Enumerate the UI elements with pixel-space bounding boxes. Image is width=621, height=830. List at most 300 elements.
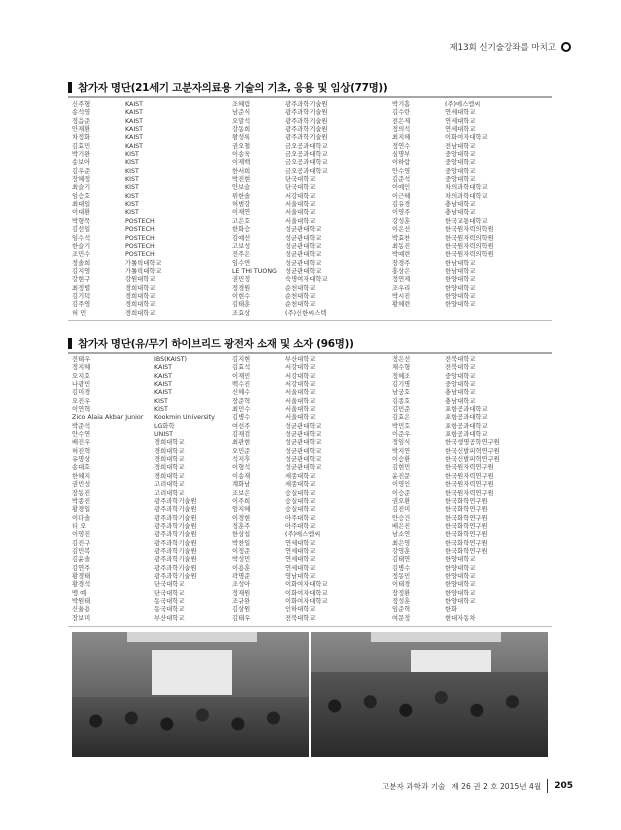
participant-name: 남소연 bbox=[392, 531, 411, 539]
participant-affiliation: (주)에스엠씨 bbox=[285, 531, 321, 539]
participant-name: 김효민 bbox=[72, 142, 91, 150]
participant-affiliation: 순천대학교 bbox=[285, 284, 316, 292]
participant-affiliation: 한양대학교 bbox=[445, 292, 476, 300]
participant-affiliation: 한국신발피혁연구원 bbox=[445, 447, 500, 455]
participant-name: 신주형 bbox=[72, 101, 91, 108]
participant-affiliation: 포항공과대학교 bbox=[445, 414, 488, 422]
participant-name: 김병수 bbox=[232, 414, 251, 422]
participant-row bbox=[232, 448, 392, 456]
participant-affiliation: 숭실대학교 bbox=[285, 497, 316, 505]
participant-affiliation: 세종대학교 bbox=[285, 481, 316, 489]
participant-row bbox=[392, 243, 552, 251]
participant-row bbox=[392, 565, 552, 573]
participant-row bbox=[72, 218, 232, 226]
participant-row bbox=[232, 159, 392, 167]
participant-name: Zico Alaia Akbar Junior bbox=[72, 414, 144, 422]
participant-name: 김민준 bbox=[392, 406, 411, 414]
participant-name: 티 오 bbox=[72, 522, 87, 530]
participant-name: 김병수 bbox=[392, 564, 411, 572]
participant-affiliation: KAIST bbox=[125, 134, 144, 142]
participant-row bbox=[72, 456, 232, 464]
participant-name: 정재원 bbox=[232, 589, 251, 597]
participant-row bbox=[232, 515, 392, 523]
participant-affiliation: 서울대학교 bbox=[285, 406, 316, 414]
participant-row bbox=[72, 226, 232, 234]
participant-name: 정성훈 bbox=[392, 597, 411, 605]
participant-affiliation: 한국화학연구원 bbox=[445, 522, 488, 530]
participant-affiliation: 한남대학교 bbox=[445, 267, 476, 275]
participant-name: 백수진 bbox=[232, 381, 251, 389]
participant-row bbox=[72, 506, 232, 514]
participant-name: 김기명 bbox=[392, 381, 411, 389]
participant-name: 안수연 bbox=[72, 431, 91, 439]
participant-row bbox=[232, 184, 392, 192]
section-2-top-rule bbox=[68, 352, 552, 354]
participant-affiliation: 중앙대학교 bbox=[445, 381, 476, 389]
participant-affiliation: 충남대학교 bbox=[445, 389, 476, 397]
participant-row bbox=[392, 414, 552, 422]
participant-row bbox=[392, 364, 552, 372]
participant-affiliation: 이화여자대학교 bbox=[285, 589, 328, 597]
participant-row bbox=[232, 226, 392, 234]
participant-row bbox=[232, 301, 392, 309]
participant-name: 최정렬 bbox=[72, 284, 91, 292]
participant-name: 송석영 bbox=[72, 109, 91, 117]
participant-name: 이형석 bbox=[232, 464, 251, 472]
participant-name: 이송재 bbox=[232, 472, 251, 480]
participant-name: 김미경 bbox=[72, 389, 91, 397]
participant-row bbox=[232, 548, 392, 556]
participant-name: 이준우 bbox=[392, 431, 411, 439]
footer-divider bbox=[547, 779, 548, 793]
section-1-top-rule bbox=[68, 96, 552, 98]
participant-affiliation: 전북대학교 bbox=[285, 614, 316, 622]
participant-affiliation: 광주과학기술원 bbox=[285, 101, 328, 108]
participant-affiliation: 중앙대학교 bbox=[445, 167, 476, 175]
participant-row bbox=[72, 439, 232, 447]
participant-name: 이하람 bbox=[392, 159, 411, 167]
participant-row bbox=[72, 431, 232, 439]
participant-name: 정훈주 bbox=[232, 522, 251, 530]
participant-affiliation: 이화여자대학교 bbox=[445, 134, 488, 142]
participant-name: 남준식 bbox=[232, 109, 251, 117]
participant-row bbox=[392, 134, 552, 142]
participant-name: 장준혁 bbox=[232, 397, 251, 405]
participant-affiliation: 광주과학기술원 bbox=[285, 109, 328, 117]
participant-row bbox=[72, 126, 232, 134]
participant-row bbox=[392, 268, 552, 276]
participant-name: 권민정 bbox=[232, 276, 251, 284]
participant-affiliation: 성균관대학교 bbox=[285, 439, 322, 447]
participant-name: 한혜지 bbox=[72, 472, 91, 480]
participant-column bbox=[232, 101, 392, 318]
participant-name: 이승준 bbox=[392, 489, 411, 497]
participant-row bbox=[72, 381, 232, 389]
participant-row bbox=[72, 356, 232, 364]
participant-affiliation: 한국교통대학교 bbox=[445, 217, 488, 225]
participant-name: 이현수 bbox=[232, 292, 251, 300]
participant-affiliation: 단국대학교 bbox=[154, 589, 185, 597]
participant-affiliation: 한국원자력연구원 bbox=[445, 489, 494, 497]
participant-name: 김우준 bbox=[72, 167, 91, 175]
participant-name: 이연혁 bbox=[72, 406, 91, 414]
participant-name: 고보성 bbox=[232, 242, 251, 250]
participant-name: 최민수 bbox=[232, 406, 251, 414]
participant-affiliation: POSTECH bbox=[125, 251, 155, 259]
participant-row bbox=[232, 423, 392, 431]
participant-affiliation: (주)에스엠씨 bbox=[445, 101, 481, 108]
participant-affiliation: 성균관대학교 bbox=[285, 251, 322, 259]
participant-affiliation: 연세대학교 bbox=[445, 117, 476, 125]
title-bar-icon bbox=[68, 338, 72, 349]
participant-name: 이영인 bbox=[392, 481, 411, 489]
participant-name: 홍상은 bbox=[392, 267, 411, 275]
participant-row bbox=[72, 398, 232, 406]
participant-name: 여문정 bbox=[392, 614, 411, 622]
participant-name: 이은선 bbox=[392, 226, 411, 234]
participant-affiliation: 서울대학교 bbox=[285, 414, 316, 422]
participant-name: 강영훈 bbox=[392, 547, 411, 555]
participant-name: 이예인 bbox=[392, 184, 411, 192]
participant-name: 임수연 bbox=[232, 259, 251, 267]
participant-name: 강동희 bbox=[232, 126, 251, 134]
participant-affiliation: 전북대학교 bbox=[445, 356, 476, 363]
participant-affiliation: 광주과학기술원 bbox=[154, 497, 197, 505]
participant-row bbox=[72, 143, 232, 151]
participant-affiliation: 부산대학교 bbox=[154, 614, 185, 622]
participant-affiliation: UNIST bbox=[154, 431, 174, 439]
participant-name: 박형묵 bbox=[72, 217, 91, 225]
participant-name: 권오환 bbox=[392, 497, 411, 505]
participant-name: 송보아 bbox=[72, 159, 91, 167]
participant-name: 조우리 bbox=[392, 284, 411, 292]
participant-name: 오진우 bbox=[72, 397, 91, 405]
participant-affiliation: 서강대학교 bbox=[285, 372, 316, 380]
participant-row bbox=[392, 523, 552, 531]
participant-affiliation: 포항공과대학교 bbox=[445, 431, 488, 439]
participant-row bbox=[392, 285, 552, 293]
participant-row bbox=[72, 556, 232, 564]
participant-affiliation: 광주과학기술원 bbox=[154, 506, 197, 514]
participant-name: 김민복 bbox=[72, 547, 91, 555]
participant-affiliation: 한국원자력연구원 bbox=[445, 464, 494, 472]
participant-affiliation: POSTECH bbox=[125, 234, 155, 242]
participant-affiliation: 충남대학교 bbox=[445, 209, 476, 217]
participant-affiliation: 고려대학교 bbox=[154, 489, 185, 497]
participant-affiliation: 단국대학교 bbox=[285, 176, 316, 184]
participant-name: 임준혁 bbox=[392, 606, 411, 614]
participant-row bbox=[392, 389, 552, 397]
participant-row bbox=[392, 498, 552, 506]
participant-row bbox=[72, 268, 232, 276]
participant-row bbox=[232, 531, 392, 539]
participant-affiliation: 한국화학연구원 bbox=[445, 547, 488, 555]
participant-row bbox=[72, 293, 232, 301]
participant-name: 장동진 bbox=[72, 489, 91, 497]
participant-name: 오지호 bbox=[72, 372, 91, 380]
participant-row bbox=[72, 251, 232, 259]
participant-affiliation: 한국생명공학연구원 bbox=[445, 439, 500, 447]
participant-name: 석지후 bbox=[232, 456, 251, 464]
participant-row bbox=[392, 423, 552, 431]
participant-name: 정솔희 bbox=[72, 259, 91, 267]
participant-row bbox=[392, 226, 552, 234]
participant-row bbox=[392, 464, 552, 472]
participant-row bbox=[72, 389, 232, 397]
participant-row bbox=[72, 118, 232, 126]
participant-affiliation: 연세대학교 bbox=[285, 547, 316, 555]
participant-affiliation: 중앙대학교 bbox=[445, 372, 476, 380]
participant-name: 조효상 bbox=[232, 309, 251, 317]
participant-affiliation: POSTECH bbox=[125, 242, 155, 250]
running-head-text: 제13회 신기술강좌를 마치고 bbox=[449, 43, 556, 53]
participant-name: 임수석 bbox=[72, 234, 91, 242]
participant-affiliation: 한국원자력의학원 bbox=[445, 251, 494, 259]
participant-affiliation: 아주대학교 bbox=[285, 522, 316, 530]
participant-affiliation: 한양대학교 bbox=[445, 597, 476, 605]
participant-name: 정연제 bbox=[392, 276, 411, 284]
participant-affiliation: 한국화학연구원 bbox=[445, 539, 488, 547]
participant-name: 전주은 bbox=[232, 251, 251, 259]
participant-name: 이정준 bbox=[232, 547, 251, 555]
participant-row bbox=[72, 590, 232, 598]
participant-affiliation: 차의과학대학교 bbox=[445, 184, 488, 192]
participant-affiliation: LG화학 bbox=[154, 422, 175, 430]
participant-row bbox=[232, 235, 392, 243]
participant-name: 황경일 bbox=[72, 506, 91, 514]
participant-affiliation: 연세대학교 bbox=[445, 126, 476, 134]
participant-name: 김상원 bbox=[232, 606, 251, 614]
participant-affiliation: 한국원자력연구원 bbox=[445, 472, 494, 480]
participant-affiliation: 성균관대학교 bbox=[285, 234, 322, 242]
participant-row bbox=[72, 310, 232, 318]
participant-row bbox=[72, 615, 232, 623]
participant-affiliation: 경희대학교 bbox=[154, 456, 185, 464]
participant-name: 오민준 bbox=[232, 447, 251, 455]
participant-name: 박준석 bbox=[72, 422, 91, 430]
event-banner bbox=[127, 632, 257, 642]
running-head bbox=[449, 41, 571, 53]
participant-name: 박진현 bbox=[232, 176, 251, 184]
participant-row bbox=[232, 193, 392, 201]
participant-affiliation: 광주과학기술원 bbox=[154, 514, 197, 522]
participant-name: 박시진 bbox=[392, 292, 411, 300]
participant-affiliation: 경희대학교 bbox=[125, 292, 156, 300]
participant-name: 계화남 bbox=[232, 481, 251, 489]
participant-affiliation: KIST bbox=[125, 209, 139, 217]
participant-name: 배진우 bbox=[72, 439, 91, 447]
participant-name: 조규완 bbox=[232, 597, 251, 605]
participant-row bbox=[72, 531, 232, 539]
participant-row bbox=[72, 573, 232, 581]
participant-row bbox=[392, 439, 552, 447]
participant-name: 권민성 bbox=[72, 481, 91, 489]
participant-name: 안재환 bbox=[72, 126, 91, 134]
participant-name: 박민호 bbox=[392, 422, 411, 430]
participant-affiliation: 성균관대학교 bbox=[285, 259, 322, 267]
participant-name: 허범강 bbox=[232, 201, 251, 209]
participant-affiliation: 광주과학기술원 bbox=[154, 539, 197, 547]
participant-name: 조혜림 bbox=[232, 101, 251, 108]
participant-name: 오말석 bbox=[232, 117, 251, 125]
participant-name: 이근혜 bbox=[392, 192, 411, 200]
participant-affiliation: KAIST bbox=[154, 389, 173, 397]
participant-row bbox=[72, 285, 232, 293]
participant-name: 황혜련 bbox=[392, 301, 411, 309]
participant-name: 박지연 bbox=[392, 447, 411, 455]
participant-row bbox=[232, 498, 392, 506]
participant-affiliation: 연세대학교 bbox=[285, 539, 316, 547]
participant-affiliation: 경희대학교 bbox=[154, 464, 185, 472]
participant-name: 박성민 bbox=[232, 556, 251, 564]
participant-affiliation: 한양대학교 bbox=[445, 556, 476, 564]
participant-affiliation: 인하대학교 bbox=[285, 606, 316, 614]
participant-affiliation: 단국대학교 bbox=[285, 184, 316, 192]
participant-name: 정임식 bbox=[392, 439, 411, 447]
participant-affiliation: KIST bbox=[125, 201, 139, 209]
participant-affiliation: 중앙대학교 bbox=[445, 176, 476, 184]
title-bar-icon bbox=[68, 82, 72, 93]
participant-column bbox=[392, 356, 552, 623]
participant-name: 강현구 bbox=[72, 276, 91, 284]
section-title-1 bbox=[68, 80, 387, 95]
participant-row bbox=[232, 260, 392, 268]
participant-row bbox=[72, 373, 232, 381]
participant-name: 박효찬 bbox=[392, 234, 411, 242]
participant-affiliation: 금오공과대학교 bbox=[285, 142, 328, 150]
participant-name: 김종호 bbox=[392, 397, 411, 405]
participant-affiliation: 이화여자대학교 bbox=[285, 597, 328, 605]
participant-name: 이재민 bbox=[232, 372, 251, 380]
participant-affiliation: 광주과학기술원 bbox=[285, 134, 328, 142]
participant-name: 김선일 bbox=[72, 226, 91, 234]
participant-row bbox=[392, 209, 552, 217]
participant-row bbox=[72, 481, 232, 489]
participant-affiliation: 성균관대학교 bbox=[285, 456, 322, 464]
participant-row bbox=[72, 193, 232, 201]
participant-name: 최지혜 bbox=[392, 134, 411, 142]
participant-row bbox=[232, 398, 392, 406]
participant-row bbox=[72, 364, 232, 372]
participant-row bbox=[392, 515, 552, 523]
participant-name: 정음준 bbox=[72, 117, 91, 125]
participant-affiliation: 한국화학연구원 bbox=[445, 514, 488, 522]
participant-row bbox=[392, 398, 552, 406]
participant-affiliation: 가톨릭대학교 bbox=[125, 259, 162, 267]
participant-affiliation: 한화 bbox=[445, 606, 458, 614]
participant-row bbox=[392, 590, 552, 598]
participant-name: 김주영 bbox=[72, 301, 91, 309]
participant-affiliation: 경희대학교 bbox=[154, 472, 185, 480]
participant-affiliation: 한양대학교 bbox=[445, 581, 476, 589]
participant-row bbox=[232, 506, 392, 514]
participant-row bbox=[392, 481, 552, 489]
participant-row bbox=[392, 260, 552, 268]
participant-row bbox=[72, 406, 232, 414]
page-footer bbox=[382, 779, 573, 793]
participant-affiliation: 한국화학연구원 bbox=[445, 506, 488, 514]
participant-name: 박종진 bbox=[72, 497, 91, 505]
participant-affiliation: 광주과학기술원 bbox=[154, 572, 197, 580]
participant-affiliation: 현대자동차 bbox=[445, 614, 476, 622]
participant-name: 장정환 bbox=[392, 589, 411, 597]
participant-affiliation: 서울대학교 bbox=[285, 397, 316, 405]
participant-affiliation: 한양대학교 bbox=[445, 301, 476, 309]
participant-affiliation: 광주과학기술원 bbox=[285, 126, 328, 134]
participant-row bbox=[392, 556, 552, 564]
participant-name: 이영진 bbox=[72, 531, 91, 539]
participant-name: 이승환 bbox=[392, 456, 411, 464]
participant-row bbox=[232, 373, 392, 381]
participant-row bbox=[392, 548, 552, 556]
participant-row bbox=[72, 101, 232, 109]
participant-name: 이태경 bbox=[392, 581, 411, 589]
participant-name: LE THI TUONG bbox=[232, 267, 277, 275]
participant-affiliation: 서울대학교 bbox=[285, 389, 316, 397]
participant-affiliation: 세종대학교 bbox=[285, 472, 316, 480]
participant-name: 장경주 bbox=[392, 259, 411, 267]
participant-row bbox=[72, 498, 232, 506]
participant-name: 김준석 bbox=[392, 176, 411, 184]
participant-row bbox=[72, 606, 232, 614]
participant-row bbox=[392, 193, 552, 201]
participant-row bbox=[232, 590, 392, 598]
participant-row bbox=[232, 556, 392, 564]
participant-name: 맹 예 bbox=[72, 589, 87, 597]
participant-row bbox=[72, 176, 232, 184]
participant-row bbox=[232, 540, 392, 548]
participant-affiliation: KAIST bbox=[125, 109, 144, 117]
participant-affiliation: KAIST bbox=[125, 142, 144, 150]
participant-row bbox=[232, 439, 392, 447]
section-title-text: 참가자 명단(유/무기 하이브리드 광전자 소재 및 소자 (96명)) bbox=[78, 338, 354, 350]
participant-row bbox=[232, 276, 392, 284]
participant-affiliation: KAIST bbox=[125, 101, 144, 108]
participant-name: 김지현 bbox=[232, 356, 251, 363]
participant-affiliation: KAIST bbox=[125, 117, 144, 125]
participant-row bbox=[72, 301, 232, 309]
participant-name: 신혜수 bbox=[232, 389, 251, 397]
participant-row bbox=[392, 168, 552, 176]
participant-affiliation: 연세대학교 bbox=[445, 109, 476, 117]
participant-name: 김윤솔 bbox=[72, 556, 91, 564]
participant-name: 김수란 bbox=[392, 109, 411, 117]
participant-name: 최관현 bbox=[232, 439, 251, 447]
participant-name: 이재백 bbox=[232, 159, 251, 167]
participant-name: 나광민 bbox=[72, 381, 91, 389]
participant-row bbox=[392, 235, 552, 243]
participant-affiliation: 순천대학교 bbox=[285, 301, 316, 309]
participant-name: 한서희 bbox=[232, 167, 251, 175]
participant-row bbox=[392, 218, 552, 226]
participant-row bbox=[232, 523, 392, 531]
participant-row bbox=[232, 481, 392, 489]
participant-row bbox=[232, 168, 392, 176]
participant-row bbox=[72, 134, 232, 142]
participant-name: 최동진 bbox=[392, 242, 411, 250]
participant-affiliation: KIST bbox=[125, 159, 139, 167]
participant-name: 여선주 bbox=[232, 422, 251, 430]
participant-affiliation: 성균관대학교 bbox=[285, 422, 322, 430]
participant-affiliation: 숭실대학교 bbox=[285, 489, 316, 497]
participant-affiliation: KIST bbox=[154, 406, 168, 414]
participant-name: 황경석 bbox=[72, 581, 91, 589]
participant-row bbox=[72, 159, 232, 167]
circle-bullet-icon bbox=[561, 42, 571, 52]
participant-name: 남궁호 bbox=[392, 389, 411, 397]
projection-screen bbox=[152, 650, 232, 695]
participant-name: 이송욱 bbox=[232, 151, 251, 159]
